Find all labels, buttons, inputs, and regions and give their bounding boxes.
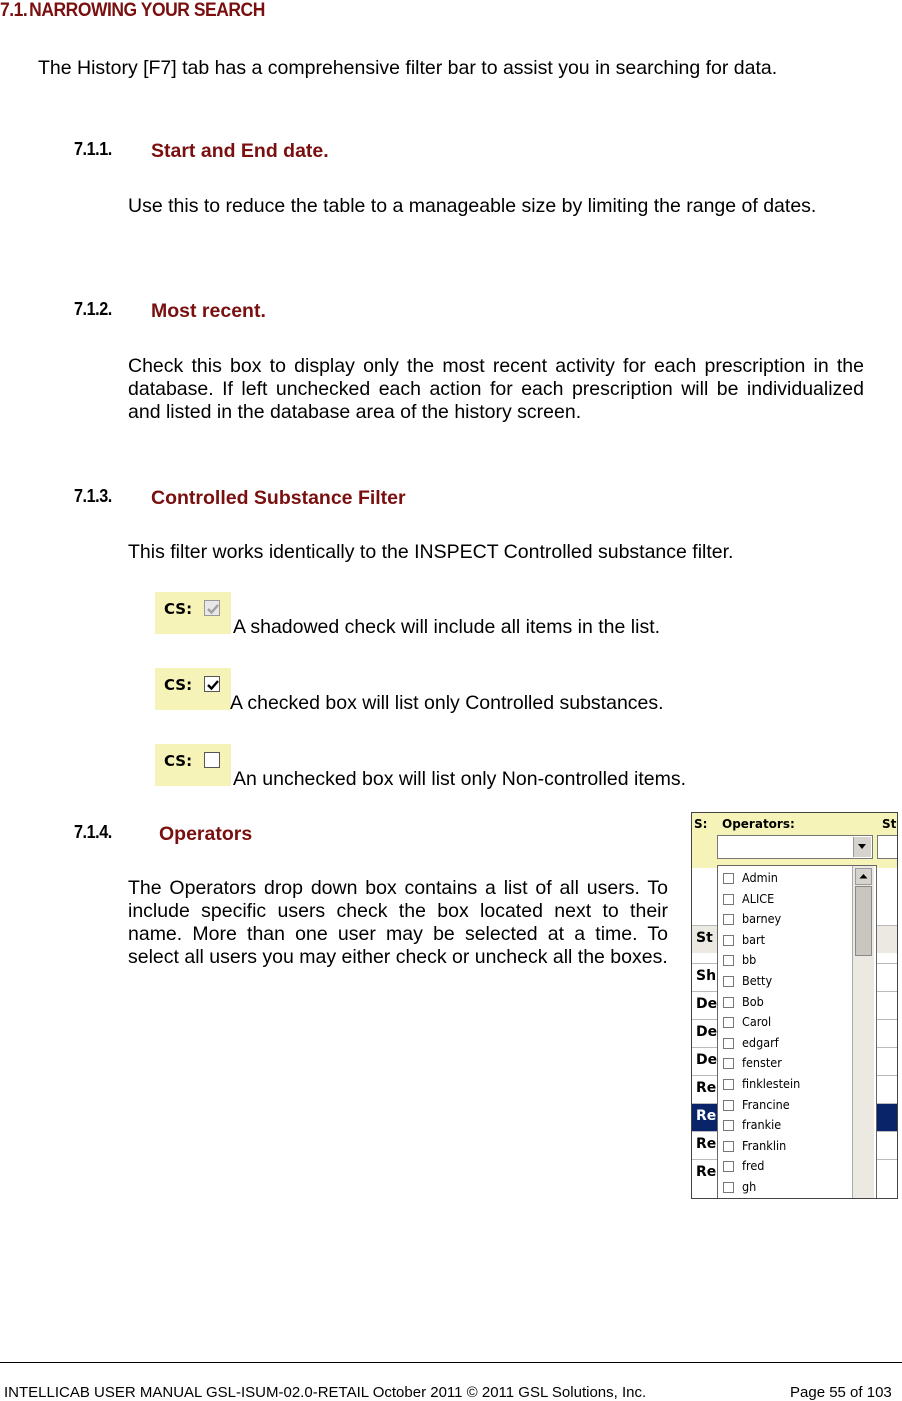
operator-checkbox[interactable] — [723, 1120, 734, 1131]
operator-item[interactable] — [718, 1095, 853, 1115]
operator-checkbox[interactable] — [723, 894, 734, 905]
operators-dropdown[interactable] — [717, 835, 873, 859]
table-cell: De — [696, 1024, 718, 1040]
cs-checked-image — [155, 668, 231, 710]
operator-item[interactable] — [718, 1033, 853, 1053]
operator-item[interactable] — [718, 1115, 853, 1135]
shadowed-checkbox-icon — [204, 600, 220, 616]
sub1-title: Start and End date. — [151, 140, 329, 162]
cs-shadowed-caption: A shadowed check will include all items in the list. — [233, 616, 661, 638]
operator-name: barney — [742, 911, 782, 927]
operator-item[interactable] — [718, 1053, 853, 1073]
cs-shadowed-image — [155, 592, 231, 634]
operator-item[interactable] — [718, 889, 853, 909]
operator-checkbox[interactable] — [723, 1038, 734, 1049]
operator-item[interactable] — [718, 930, 853, 950]
operator-checkbox[interactable] — [723, 1058, 734, 1069]
operator-name: Betty — [742, 973, 773, 988]
scroll-up-icon[interactable] — [855, 868, 872, 885]
operator-item[interactable] — [718, 1177, 853, 1197]
operator-checkbox[interactable] — [723, 1017, 734, 1028]
intro-paragraph: The History [F7] tab has a comprehensive filter bar to assist you in searching for data. — [38, 57, 778, 79]
operator-name: fred — [742, 1158, 765, 1174]
operator-name: bb — [742, 952, 757, 968]
operator-name: Bob — [742, 993, 764, 1009]
scrollbar-thumb[interactable] — [855, 886, 872, 956]
table-cell: Re — [696, 1164, 717, 1180]
checked-checkbox-icon — [204, 676, 220, 692]
sub3-number: 7.1.3. — [74, 486, 112, 506]
unchecked-checkbox-icon — [204, 752, 220, 768]
operator-checkbox[interactable] — [723, 873, 734, 884]
footer-divider — [0, 1362, 902, 1363]
sub3-title: Controlled Substance Filter — [151, 487, 406, 509]
table-cell: De — [696, 1052, 718, 1068]
operator-name: edgarf — [742, 1034, 779, 1050]
status-dropdown[interactable] — [877, 835, 898, 859]
operator-item[interactable] — [718, 950, 853, 970]
operator-name: finklestein — [742, 1076, 801, 1091]
operator-item[interactable] — [718, 1012, 853, 1032]
dropdown-scrollbar[interactable] — [852, 866, 874, 1199]
operator-item[interactable] — [718, 909, 853, 929]
sub1-body: Use this to reduce the table to a manageable size by limiting the range of dates. — [128, 195, 817, 217]
table-cell: Re — [696, 1136, 717, 1152]
operator-item[interactable] — [718, 1156, 853, 1176]
operator-item[interactable] — [718, 868, 853, 888]
filter-bar — [692, 813, 898, 868]
operator-name: ALICE — [742, 890, 775, 906]
table-cell: Sh — [696, 968, 717, 984]
operator-checkbox[interactable] — [723, 914, 734, 925]
table-cell: De — [696, 996, 718, 1012]
operators-list — [717, 865, 877, 1199]
operator-checkbox[interactable] — [723, 1182, 734, 1193]
operator-name: fenster — [742, 1055, 782, 1071]
operator-item[interactable] — [718, 1074, 853, 1094]
operator-checkbox[interactable] — [723, 955, 734, 966]
operators-label: Operators: — [722, 817, 795, 831]
sub2-body: Check this box to display only the most recent activity for each prescription in the database. If left unchecked each action for each prescription will be individualized and listed in the database area of the history screen. — [128, 355, 864, 423]
cs-label: CS: — [164, 600, 193, 618]
sub3-body: This filter works identically to the INSPECT Controlled substance filter. — [128, 541, 734, 563]
header-left-text: S: — [694, 817, 708, 831]
header-right-text: St — [882, 817, 897, 831]
cs-checked-caption: A checked box will list only Controlled substances. — [230, 692, 664, 714]
operator-item[interactable] — [718, 971, 853, 991]
operators-screenshot — [691, 812, 898, 1199]
sub4-title: Operators — [159, 823, 253, 845]
operator-item[interactable] — [718, 1136, 853, 1156]
sub2-number: 7.1.2. — [74, 299, 112, 319]
operator-name: Franklin — [742, 1137, 787, 1153]
cs-unchecked-image — [155, 744, 231, 786]
section-title: NARROWING YOUR SEARCH — [29, 0, 265, 21]
operator-checkbox[interactable] — [723, 997, 734, 1008]
operator-name: gh — [742, 1179, 757, 1194]
operator-checkbox[interactable] — [723, 1161, 734, 1172]
table-cell: St — [696, 930, 713, 946]
operator-checkbox[interactable] — [723, 1141, 734, 1152]
sub2-title: Most recent. — [151, 300, 266, 322]
operator-item[interactable] — [718, 992, 853, 1012]
section-heading — [0, 0, 265, 22]
sub4-body: The Operators drop down box contains a list of all users. To include specific users check the box located next to their name. More than one user may be selected at a time. To select all users you may either check or uncheck all the boxes. — [128, 877, 668, 968]
operator-checkbox[interactable] — [723, 1100, 734, 1111]
section-number: 7.1. — [0, 0, 28, 21]
table-cell: Re — [696, 1108, 717, 1124]
operator-name: bart — [742, 931, 766, 947]
cs-unchecked-caption: An unchecked box will list only Non-controlled items. — [233, 768, 687, 790]
operator-name: Admin — [742, 870, 778, 885]
operator-checkbox[interactable] — [723, 935, 734, 946]
operator-name: Carol — [742, 1014, 772, 1030]
page-number: Page 55 of 103 — [790, 1384, 892, 1401]
operator-name: frankie — [742, 1117, 782, 1133]
footer-left: INTELLICAB USER MANUAL GSL-ISUM-02.0-RETAIL October 2011 © 2011 GSL Solutions, Inc. — [4, 1384, 647, 1401]
operator-name: Francine — [742, 1096, 790, 1112]
cs-label: CS: — [164, 752, 193, 770]
table-cell: Re — [696, 1080, 717, 1096]
cs-label: CS: — [164, 676, 193, 694]
operator-checkbox[interactable] — [723, 1079, 734, 1090]
sub4-number: 7.1.4. — [74, 822, 112, 842]
operator-checkbox[interactable] — [723, 976, 734, 987]
sub1-number: 7.1.1. — [74, 139, 112, 159]
dropdown-arrow-icon[interactable] — [853, 837, 871, 857]
